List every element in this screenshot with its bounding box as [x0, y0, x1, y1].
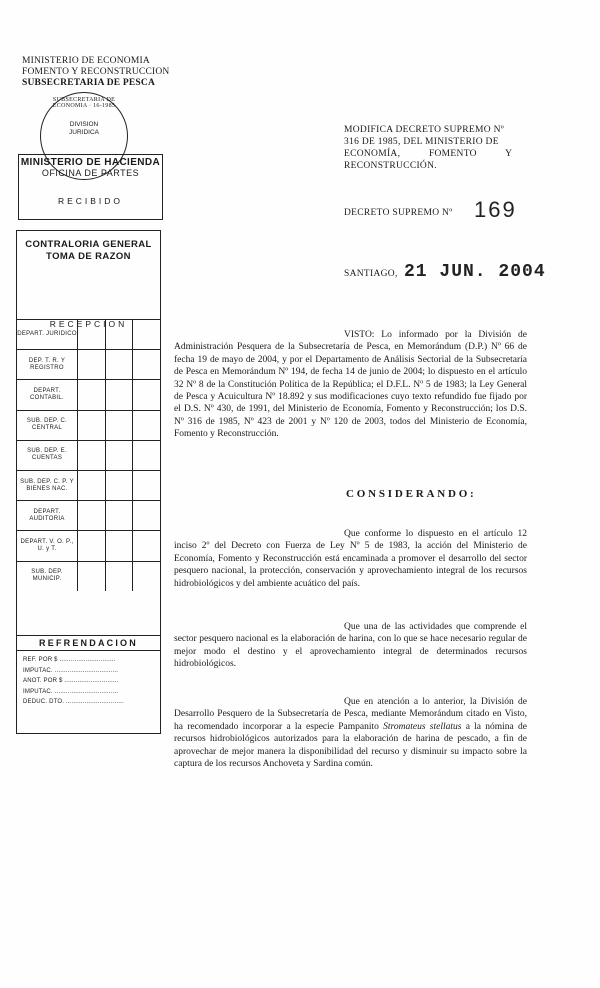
- grid-row-label: DEPART. V. O. P., U. y T.: [17, 531, 78, 560]
- stamp-line: OFICINA DE PARTES: [41, 168, 140, 178]
- ref-item: IMPUTAC. ..................................: [23, 688, 119, 695]
- ref-item: IMPUTAC. ..................................: [23, 667, 119, 674]
- contraloria-title-line: CONTRALORIA GENERAL: [25, 239, 152, 250]
- stamp-line: MINISTERIO DE HACIENDA: [20, 157, 161, 168]
- considerando-paragraph-3: [174, 696, 527, 770]
- refrendacion-heading: REFRENDACION: [17, 638, 160, 651]
- ref-item: DEDUC. DTO. ...............................: [23, 699, 124, 705]
- place-label: SANTIAGO,: [344, 269, 398, 279]
- subject-line: MODIFICA DECRETO SUPREMO Nº: [344, 125, 504, 135]
- recepcion-label: RECEPCION: [49, 319, 128, 329]
- ministry-line: FOMENTO Y RECONSTRUCCION: [22, 67, 170, 77]
- grid-row-label: DEPART. JURIDICO: [17, 320, 78, 349]
- subject-line: ECONOMÍA, FOMENTO Y: [344, 149, 513, 159]
- grid-row: [17, 319, 160, 349]
- seal-line: JURIDICA: [69, 129, 99, 136]
- seal-center: [41, 121, 127, 137]
- subsecretaria-line: SUBSECRETARIA DE PESCA: [22, 78, 156, 88]
- grid-row-label: SUB. DEP. C. P. Y BIENES NAC.: [17, 471, 78, 500]
- decree-date-stamp: 21 JUN. 2004: [404, 262, 546, 282]
- decree-number: 169: [474, 197, 517, 222]
- grid-row: [17, 410, 160, 440]
- refrendacion-section: [17, 635, 160, 708]
- paragraph-text: a la nómina de recursos hidrobiológicos autorizados para la elaboración de harina de pescado, a fin de aprovechar de mejor manera la disponibilidad del recurso y disminuir su impacto sobre la captura de los recursos Anchoveta y Sardina común.: [174, 721, 527, 770]
- subject-line: 316 DE 1985, DEL MINISTERIO DE: [344, 137, 499, 147]
- stamp-line: RECIBIDO: [57, 196, 124, 206]
- contraloria-stamp: [16, 230, 161, 734]
- grid-row: [17, 500, 160, 530]
- grid-row-label: SUB. DEP. E. CUENTAS: [17, 441, 78, 470]
- decree-label: DECRETO SUPREMO Nº: [344, 208, 453, 218]
- paragraph-text: Que en atención a lo anterior, la División de Desarrollo Pesquero de la Subsecretaría de Pesca, mediante Memorándum citado en Visto, ha recomendado incorporar a la especie Pampanito: [174, 697, 527, 732]
- decree-subject: [344, 124, 526, 172]
- grid-row-label: DEPART. CONTABIL.: [17, 380, 78, 409]
- grid-row: [17, 470, 160, 500]
- contraloria-title-line: TOMA DE RAZON: [46, 251, 131, 262]
- grid-row: [17, 349, 160, 379]
- visto-paragraph: [174, 329, 527, 441]
- considerando-paragraph-1: [174, 528, 527, 590]
- paragraph-text: Que conforme lo dispuesto en el artículo 12 inciso 2º del Decreto con Fuerza de Ley Nº 5 de 1983, la acción del Ministerio de Economía, Fomento y Reconstrucción está encaminada a promover el desarrollo del sector pesquero nacional, la protección, conservación y aprovechamiento integral de los recursos hidrobiológicos y del ambiente acuático del país.: [174, 529, 527, 589]
- ministry-header: [22, 56, 170, 89]
- grid-row: [17, 530, 160, 560]
- species-name: Stromateus stellatus: [383, 721, 462, 732]
- grid-row: [17, 440, 160, 470]
- seal-line: DIVISION: [69, 121, 99, 128]
- considerando-paragraph-2: [174, 621, 527, 671]
- grid-row-label: SUB. DEP. C. CENTRAL: [17, 411, 78, 440]
- ref-item: REF. POR $ ..............................: [23, 657, 116, 663]
- ref-item: ANOT. POR $ .............................: [23, 678, 119, 684]
- paragraph-text: Que una de las actividades que comprende el sector pesquero nacional es la elaboración de harina, con lo que se hace necesario regular de mejor modo el destino y el aprovechamiento integral de determinados recursos hidrobiológicos.: [174, 622, 527, 670]
- grid-row-label: DEP. T. R. Y REGISTRO: [17, 350, 78, 379]
- contraloria-title: [17, 239, 160, 263]
- grid-row-label: SUB. DEP. MUNICIP.: [17, 562, 78, 591]
- grid-row: [17, 561, 160, 591]
- visto-text: VISTO: Lo informado por la División de Administración Pesquera de la Subsecretaría de Pesca, en Memorándum (D.P.) Nº 66 de fecha 19 de mayo de 2004, y por el Departamento de Análisis Sectorial de la Subsecretaría de Pesca en Memorándum Nº 194, de fecha 14 de junio de 2004; lo dispuesto en el artículo 32 Nº 8 de la Constitución Política de la República; el D.F.L. Nº 5 de 1983; la Ley General de Pesca y Acuicultura Nº 18.892 y sus modificaciones cuyo texto refundido fue fijado por el D.S. Nº 430, de 1991, del Ministerio de Economía, Fomento y Reconstrucción; los D.S. Nº 316 de 1985, Nº 423 de 2001 y Nº 120 de 2003, todos del Ministerio de Economía, Fomento y Reconstrucción.: [174, 330, 527, 440]
- reception-grid: [17, 319, 160, 591]
- seal-ring-text: SUBSECRETARIA DE ECONOMIA · 16-1985: [52, 97, 116, 109]
- subject-line: RECONSTRUCCIÓN.: [344, 161, 437, 171]
- considerando-heading: CONSIDERANDO:: [346, 488, 477, 500]
- hacienda-received-stamp: [18, 154, 163, 220]
- grid-row: [17, 379, 160, 409]
- ministry-line: MINISTERIO DE ECONOMIA: [22, 56, 150, 66]
- grid-row-label: DEPART. AUDITORIA: [17, 501, 78, 530]
